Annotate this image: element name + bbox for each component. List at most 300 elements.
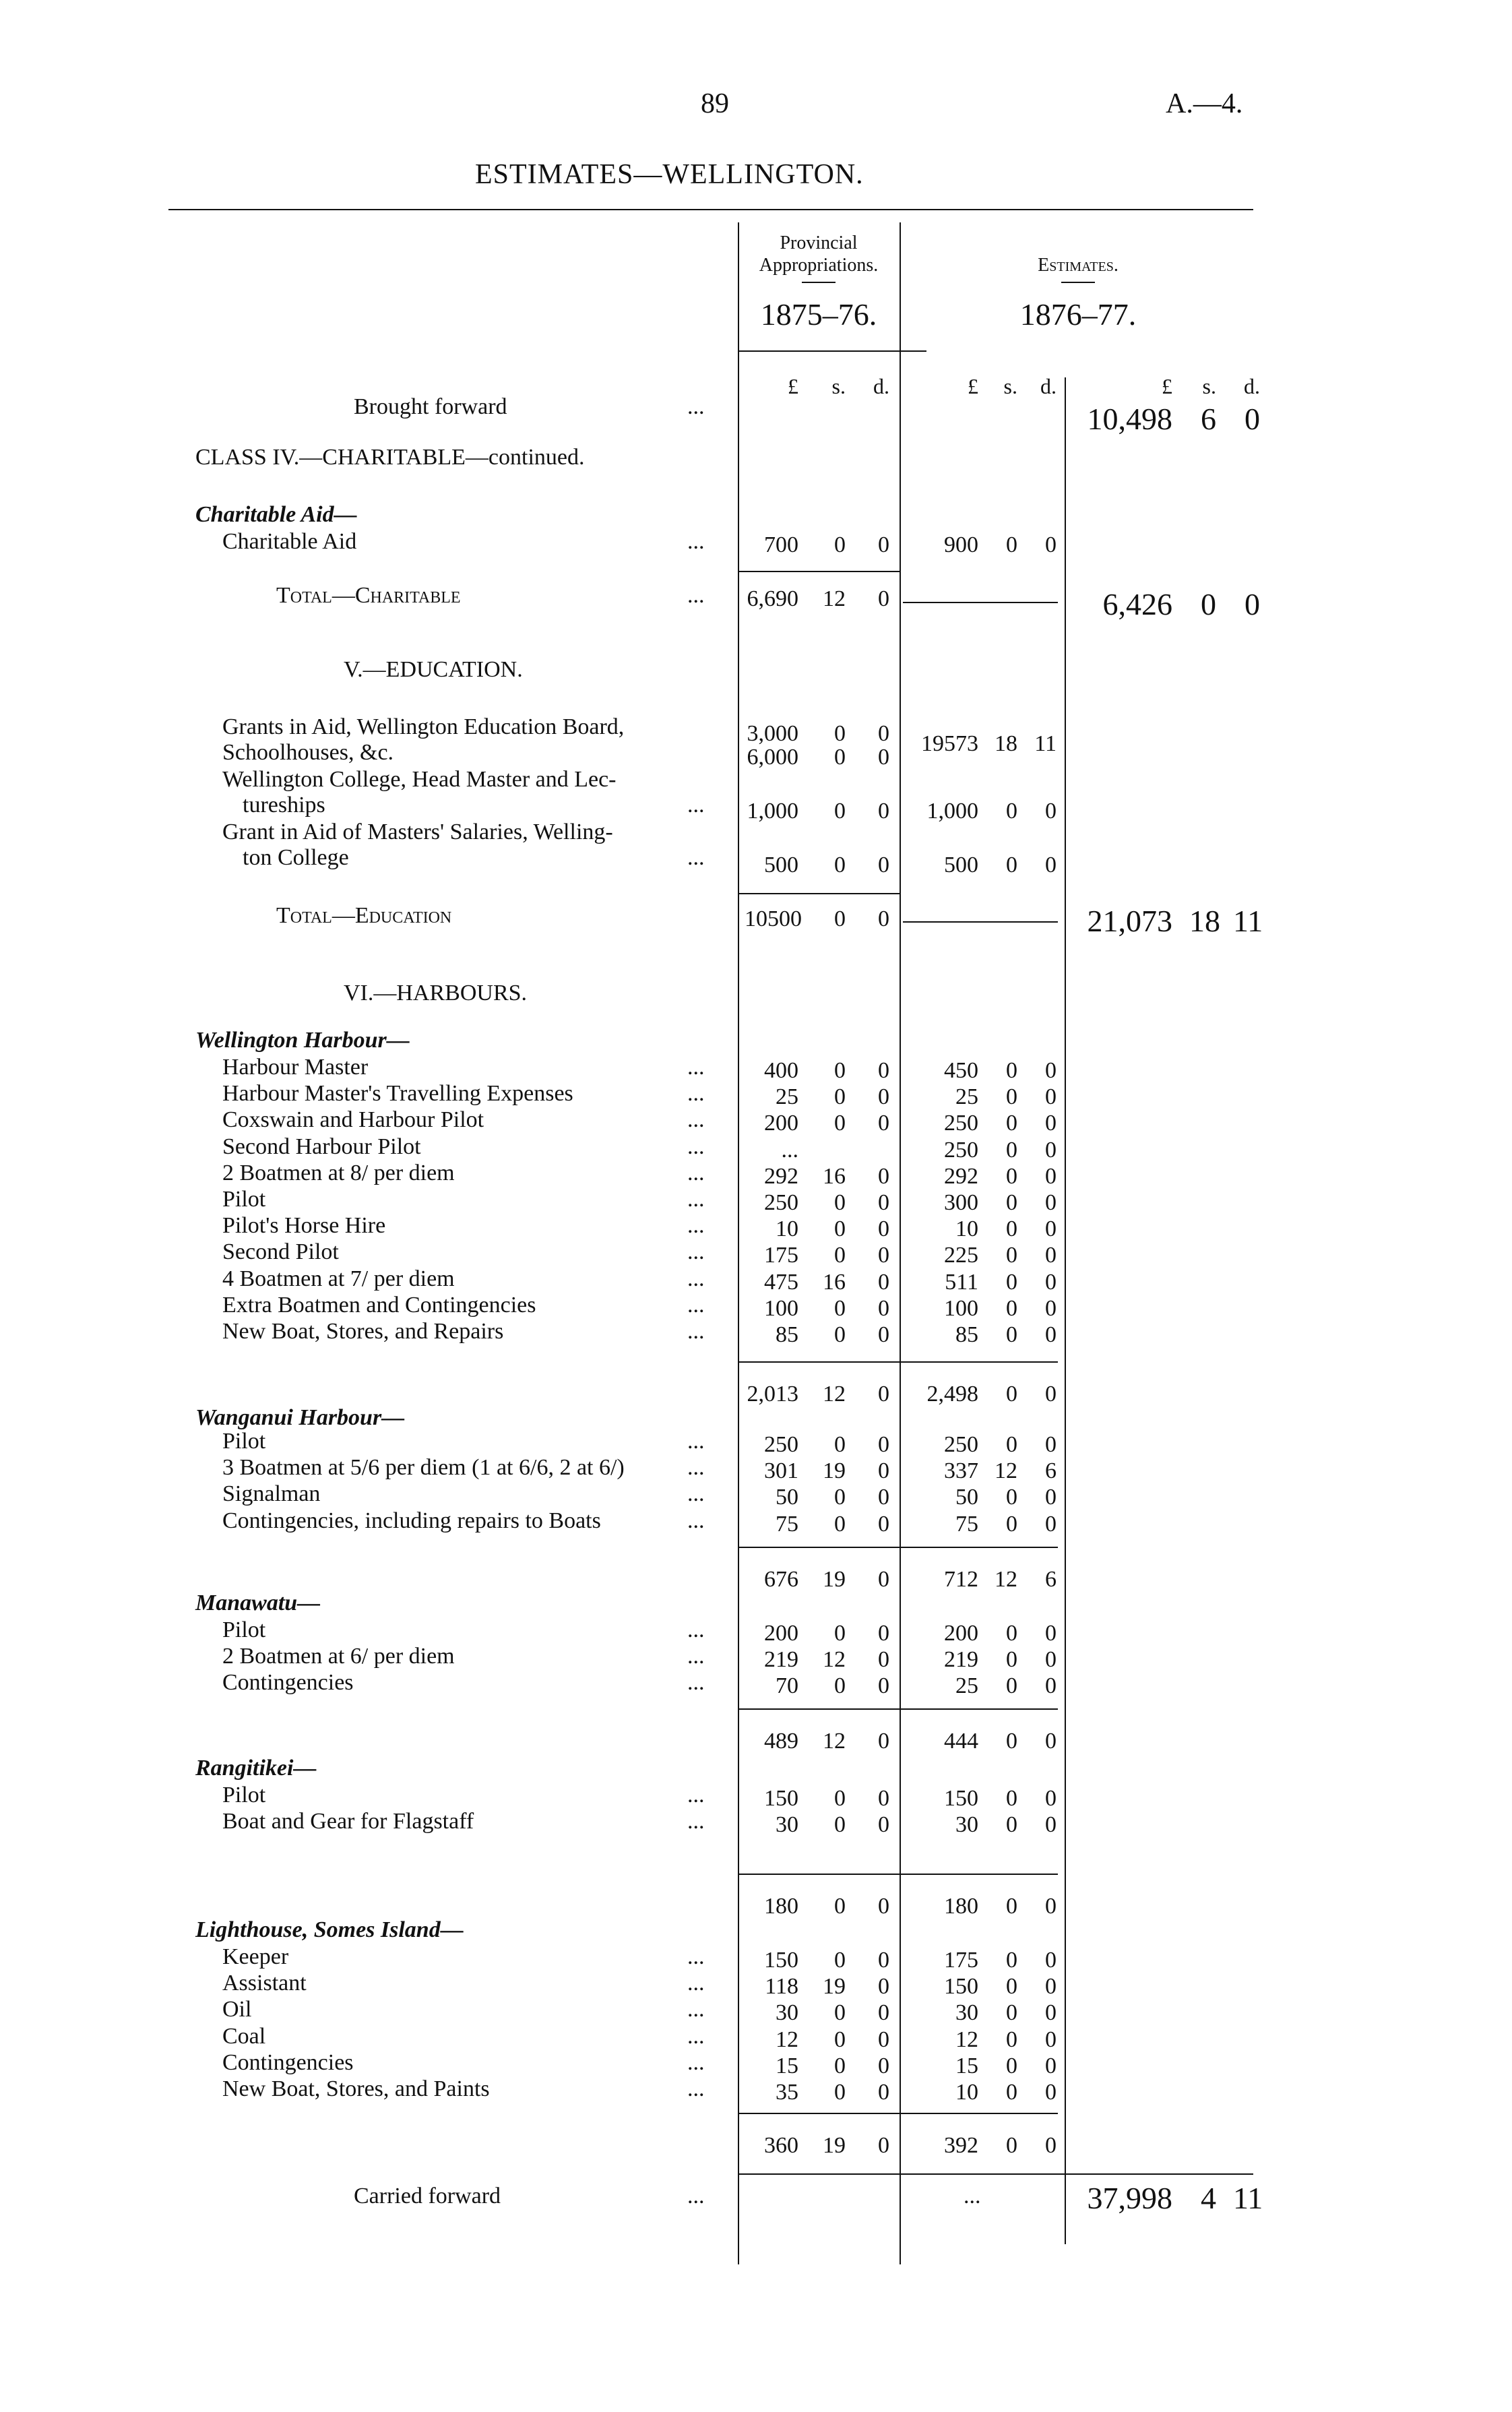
manawatu-item-2-dots: ... [687, 1670, 705, 1695]
wellington-item-2-est-shillings: 0 [1006, 1111, 1017, 1136]
wellington-item-6-est-pence: 0 [1045, 1216, 1057, 1241]
wanganui-subtotal-rule [738, 1547, 1058, 1548]
wellington-item-10-dots: ... [687, 1319, 705, 1344]
somes-item-3-label: Coal [222, 2024, 266, 2049]
header-bottom-rule [738, 350, 926, 352]
manawatu-item-0-est-pounds: 200 [944, 1621, 978, 1646]
rangitikei-subtotal-est-pounds: 180 [944, 1894, 978, 1919]
wellington-item-3-prov-pounds: ... [781, 1138, 798, 1163]
manawatu-item-2-label: Contingencies [222, 1670, 354, 1695]
grants-prov2-shillings: 0 [834, 745, 846, 770]
somes-item-1-prov-pence: 0 [878, 1974, 889, 1999]
wellington-item-2-prov-pence: 0 [878, 1111, 889, 1136]
somes-item-0-est-pounds: 175 [944, 1948, 978, 1973]
wanganui-subtotal-est-pounds: 712 [944, 1567, 978, 1592]
wanganui-item-2-dots: ... [687, 1481, 705, 1506]
manawatu-item-2-est-pence: 0 [1045, 1673, 1057, 1698]
wellington-item-4-est-pence: 0 [1045, 1164, 1057, 1189]
somes-subtotal-prov-pence: 0 [878, 2133, 889, 2158]
wellington-item-8-est-pounds: 511 [945, 1270, 978, 1295]
manawatu-subtotal-est-pence: 0 [1045, 1729, 1057, 1754]
wellington-item-10-est-pence: 0 [1045, 1322, 1057, 1347]
total-education-fin-pence: 11 [1233, 904, 1263, 938]
grants-est-shillings: 18 [995, 731, 1017, 756]
manawatu-subtotal-prov-shillings: 12 [823, 1729, 846, 1754]
college-est-shillings: 0 [1006, 799, 1017, 824]
wellington-item-3-est-pounds: 250 [944, 1138, 978, 1163]
wanganui-item-3-prov-pounds: 75 [776, 1512, 798, 1537]
rangitikei-item-0-prov-shillings: 0 [834, 1786, 846, 1811]
wanganui-item-2-est-pence: 0 [1045, 1485, 1057, 1510]
wellington-item-3-est-shillings: 0 [1006, 1138, 1017, 1163]
college-prov-pounds: 1,000 [747, 799, 798, 824]
brought-forward-pounds: 10,498 [1087, 402, 1172, 436]
wellington-item-6-prov-pence: 0 [878, 1216, 889, 1241]
education-heading: V.—EDUCATION. [344, 657, 523, 682]
prov-col-right-rule [900, 222, 901, 2264]
grants-prov1-shillings: 0 [834, 721, 846, 746]
wanganui-item-3-label: Contingencies, including repairs to Boats [222, 1508, 601, 1533]
somes-item-0-prov-pounds: 150 [764, 1948, 798, 1973]
somes-item-0-est-shillings: 0 [1006, 1948, 1017, 1973]
wellington-item-10-prov-pounds: 85 [776, 1322, 798, 1347]
wellington-subtotal-est-shillings: 0 [1006, 1382, 1017, 1406]
college-prov-pence: 0 [878, 799, 889, 824]
somes-item-2-prov-pounds: 30 [776, 2000, 798, 2025]
wellington-item-1-label: Harbour Master's Travelling Expenses [222, 1081, 573, 1106]
wellington-item-1-est-shillings: 0 [1006, 1084, 1017, 1109]
manawatu-item-1-est-pence: 0 [1045, 1647, 1057, 1672]
est-head: Estimates. [1038, 255, 1119, 276]
manawatu-subtotal-est-shillings: 0 [1006, 1729, 1017, 1754]
rangitikei-item-1-prov-shillings: 0 [834, 1812, 846, 1837]
wanganui-subhead: Wanganui Harbour— [195, 1405, 405, 1430]
somes-item-0-est-pence: 0 [1045, 1948, 1057, 1973]
wellington-subtotal-prov-pounds: 2,013 [747, 1382, 798, 1406]
somes-item-4-est-pence: 0 [1045, 2053, 1057, 2078]
wellington-item-1-est-pence: 0 [1045, 1084, 1057, 1109]
rangitikei-item-0-est-pounds: 150 [944, 1786, 978, 1811]
brought-forward-pence: 0 [1245, 402, 1260, 436]
charitable-aid-label: Charitable Aid [222, 529, 357, 554]
prov-col-left-rule [738, 222, 739, 2264]
wellington-item-3-label: Second Harbour Pilot [222, 1134, 421, 1159]
wellington-item-8-est-pence: 0 [1045, 1270, 1057, 1295]
est-cur-d: d. [1040, 374, 1057, 398]
document-ref: A.—4. [1166, 88, 1243, 119]
wanganui-item-1-label: 3 Boatmen at 5/6 per diem (1 at 6/6, 2 at 6/) [222, 1455, 625, 1480]
brought-forward-dots: ... [687, 394, 705, 419]
wellington-subhead: Wellington Harbour— [195, 1028, 410, 1053]
charitable-aid-dots: ... [687, 529, 705, 554]
fin-cur-pound: £ [1162, 374, 1172, 398]
wellington-item-9-label: Extra Boatmen and Contingencies [222, 1293, 536, 1318]
wellington-item-9-est-pence: 0 [1045, 1296, 1057, 1321]
wellington-item-5-prov-pence: 0 [878, 1190, 889, 1215]
rangitikei-item-0-est-pence: 0 [1045, 1786, 1057, 1811]
somes-subtotal-rule [738, 2113, 1058, 2114]
fin-cur-d: d. [1244, 374, 1260, 398]
grants-est-pounds: 19573 [921, 731, 978, 756]
wellington-item-5-label: Pilot [222, 1187, 266, 1212]
manawatu-item-2-est-pounds: 25 [955, 1673, 978, 1698]
wellington-item-10-prov-pence: 0 [878, 1322, 889, 1347]
fin-cur-s: s. [1202, 374, 1216, 398]
rangitikei-item-1-dots: ... [687, 1809, 705, 1834]
somes-item-3-est-pounds: 12 [955, 2027, 978, 2052]
grants-est-pence: 11 [1034, 731, 1057, 756]
manawatu-item-1-prov-shillings: 12 [823, 1647, 846, 1672]
wellington-item-2-est-pence: 0 [1045, 1111, 1057, 1136]
wanganui-item-1-prov-pounds: 301 [764, 1458, 798, 1483]
masters-est-shillings: 0 [1006, 853, 1017, 877]
wanganui-item-2-label: Signalman [222, 1481, 321, 1506]
education-prov-rule [738, 893, 900, 894]
wellington-item-5-prov-pounds: 250 [764, 1190, 798, 1215]
manawatu-item-0-prov-shillings: 0 [834, 1621, 846, 1646]
total-charitable-prov-shillings: 12 [823, 586, 846, 611]
wellington-subtotal-prov-shillings: 12 [823, 1382, 846, 1406]
manawatu-item-1-est-shillings: 0 [1006, 1647, 1017, 1672]
somes-item-2-dots: ... [687, 1997, 705, 2022]
somes-item-0-prov-pence: 0 [878, 1948, 889, 1973]
rangitikei-item-1-est-shillings: 0 [1006, 1812, 1017, 1837]
wellington-item-0-prov-pounds: 400 [764, 1058, 798, 1083]
wellington-item-7-prov-shillings: 0 [834, 1243, 846, 1268]
wanganui-item-1-prov-pence: 0 [878, 1458, 889, 1483]
grants-line1: Grants in Aid, Wellington Education Board, [222, 714, 625, 739]
wellington-item-7-prov-pounds: 175 [764, 1243, 798, 1268]
charitable-subhead: Charitable Aid— [195, 502, 357, 527]
wellington-item-3-est-pence: 0 [1045, 1138, 1057, 1163]
wellington-item-6-prov-shillings: 0 [834, 1216, 846, 1241]
total-education-prov-pounds: 10500 [745, 906, 802, 931]
wanganui-item-2-prov-pounds: 50 [776, 1485, 798, 1510]
wellington-item-4-est-pounds: 292 [944, 1164, 978, 1189]
manawatu-item-1-dots: ... [687, 1644, 705, 1669]
somes-item-1-prov-pounds: 118 [765, 1974, 798, 1999]
wanganui-item-3-est-pence: 0 [1045, 1512, 1057, 1537]
somes-item-3-est-shillings: 0 [1006, 2027, 1017, 2052]
wellington-item-5-prov-shillings: 0 [834, 1190, 846, 1215]
grants-line2: Schoolhouses, &c. [222, 740, 394, 765]
total-education-est-rule [903, 921, 1058, 923]
carried-forward-dots: ... [687, 2184, 705, 2208]
somes-item-1-label: Assistant [222, 1971, 307, 1996]
rangitikei-subtotal-prov-pounds: 180 [764, 1894, 798, 1919]
somes-item-5-est-pounds: 10 [955, 2080, 978, 2105]
grants-prov2-pence: 0 [878, 745, 889, 770]
wellington-item-7-label: Second Pilot [222, 1239, 339, 1264]
manawatu-item-1-est-pounds: 219 [944, 1647, 978, 1672]
somes-item-3-prov-pounds: 12 [776, 2027, 798, 2052]
wellington-item-9-est-pounds: 100 [944, 1296, 978, 1321]
wanganui-item-0-prov-pence: 0 [878, 1432, 889, 1457]
rangitikei-subtotal-est-shillings: 0 [1006, 1894, 1017, 1919]
wellington-item-6-est-shillings: 0 [1006, 1216, 1017, 1241]
wellington-item-4-est-shillings: 0 [1006, 1164, 1017, 1189]
masters-dots: ... [687, 845, 705, 870]
somes-item-4-label: Contingencies [222, 2050, 354, 2075]
wellington-subtotal-est-pence: 0 [1045, 1382, 1057, 1406]
wanganui-item-2-est-pounds: 50 [955, 1485, 978, 1510]
wanganui-subtotal-prov-shillings: 19 [823, 1567, 846, 1592]
wanganui-item-0-est-pence: 0 [1045, 1432, 1057, 1457]
total-charitable-prov-pence: 0 [878, 586, 889, 611]
carried-forward-rule [738, 2173, 1253, 2175]
somes-item-3-est-pence: 0 [1045, 2027, 1057, 2052]
manawatu-item-2-est-shillings: 0 [1006, 1673, 1017, 1698]
total-charitable-fin-pounds: 6,426 [1102, 587, 1172, 621]
charitable-aid-est-shillings: 0 [1006, 532, 1017, 557]
charitable-aid-prov-shillings: 0 [834, 532, 846, 557]
total-charitable-label: Total—Charitable [276, 583, 461, 608]
wellington-item-0-prov-shillings: 0 [834, 1058, 846, 1083]
wellington-subtotal-rule [738, 1361, 1058, 1363]
wellington-item-4-label: 2 Boatmen at 8/ per diem [222, 1161, 455, 1185]
prov-cur-s: s. [831, 374, 846, 398]
wellington-item-0-est-shillings: 0 [1006, 1058, 1017, 1083]
charitable-aid-est-pence: 0 [1045, 532, 1057, 557]
wellington-item-4-prov-shillings: 16 [823, 1164, 846, 1189]
somes-item-2-label: Oil [222, 1997, 252, 2022]
wellington-item-2-label: Coxswain and Harbour Pilot [222, 1107, 484, 1132]
est-cur-pound: £ [968, 374, 978, 398]
grants-prov2-pounds: 6,000 [747, 745, 798, 770]
manawatu-subhead: Manawatu— [195, 1590, 321, 1615]
wellington-item-2-prov-shillings: 0 [834, 1111, 846, 1136]
wanganui-item-0-prov-pounds: 250 [764, 1432, 798, 1457]
wellington-item-1-prov-pounds: 25 [776, 1084, 798, 1109]
masters-prov-shillings: 0 [834, 853, 846, 877]
total-charitable-est-rule [903, 602, 1058, 603]
wellington-item-7-est-pounds: 225 [944, 1243, 978, 1268]
wellington-item-7-est-pence: 0 [1045, 1243, 1057, 1268]
wellington-item-5-est-pence: 0 [1045, 1190, 1057, 1215]
wellington-item-9-prov-pence: 0 [878, 1296, 889, 1321]
manawatu-item-0-est-pence: 0 [1045, 1621, 1057, 1646]
masters-est-pence: 0 [1045, 853, 1057, 877]
carried-forward-pounds: 37,998 [1087, 2181, 1172, 2215]
rangitikei-item-0-est-shillings: 0 [1006, 1786, 1017, 1811]
manawatu-item-2-prov-shillings: 0 [834, 1673, 846, 1698]
rangitikei-subtotal-prov-pence: 0 [878, 1894, 889, 1919]
wellington-item-9-est-shillings: 0 [1006, 1296, 1017, 1321]
class-heading: CLASS IV.—CHARITABLE—continued. [195, 445, 585, 470]
wanganui-item-2-prov-pence: 0 [878, 1485, 889, 1510]
masters-line2: ton College [243, 845, 349, 870]
rangitikei-subhead: Rangitikei— [195, 1756, 317, 1781]
somes-item-3-prov-pence: 0 [878, 2027, 889, 2052]
somes-item-4-prov-shillings: 0 [834, 2053, 846, 2078]
wanganui-item-3-prov-shillings: 0 [834, 1512, 846, 1537]
somes-item-3-prov-shillings: 0 [834, 2027, 846, 2052]
wellington-item-4-prov-pounds: 292 [764, 1164, 798, 1189]
wellington-item-5-est-pounds: 300 [944, 1190, 978, 1215]
prov-head-line1: Provincial [780, 233, 858, 253]
charitable-aid-prov-pounds: 700 [764, 532, 798, 557]
somes-item-0-label: Keeper [222, 1944, 289, 1969]
total-education-fin-shillings: 18 [1189, 904, 1220, 938]
est-cur-s: s. [1003, 374, 1017, 398]
title-rule [168, 209, 1253, 210]
wellington-item-1-prov-pence: 0 [878, 1084, 889, 1109]
wanganui-item-0-prov-shillings: 0 [834, 1432, 846, 1457]
somes-item-4-prov-pounds: 15 [776, 2053, 798, 2078]
somes-item-0-prov-shillings: 0 [834, 1948, 846, 1973]
somes-item-1-dots: ... [687, 1971, 705, 1996]
brought-forward-shillings: 6 [1201, 402, 1216, 436]
rangitikei-subtotal-prov-shillings: 0 [834, 1894, 846, 1919]
prov-cur-d: d. [873, 374, 889, 398]
wanganui-item-3-est-pounds: 75 [955, 1512, 978, 1537]
somes-item-5-label: New Boat, Stores, and Paints [222, 2076, 490, 2101]
prov-year: 1875–76. [760, 297, 877, 332]
manawatu-item-0-prov-pounds: 200 [764, 1621, 798, 1646]
total-charitable-fin-pence: 0 [1245, 587, 1260, 621]
carried-forward-label: Carried forward [354, 2184, 501, 2208]
wanganui-item-0-dots: ... [687, 1429, 705, 1454]
somes-item-2-prov-shillings: 0 [834, 2000, 846, 2025]
grants-prov1-pence: 0 [878, 721, 889, 746]
wellington-item-8-dots: ... [687, 1266, 705, 1291]
wanganui-item-1-prov-shillings: 19 [823, 1458, 846, 1483]
wellington-item-0-dots: ... [687, 1055, 705, 1080]
rangitikei-item-0-prov-pence: 0 [878, 1786, 889, 1811]
total-charitable-prov-pounds: 6,690 [747, 586, 798, 611]
college-line2: tureships [243, 793, 325, 817]
somes-item-2-est-shillings: 0 [1006, 2000, 1017, 2025]
manawatu-item-1-label: 2 Boatmen at 6/ per diem [222, 1644, 455, 1669]
rangitikei-subtotal-rule [738, 1874, 1058, 1875]
college-line1: Wellington College, Head Master and Lec- [222, 767, 617, 792]
wanganui-item-0-est-pounds: 250 [944, 1432, 978, 1457]
manawatu-item-1-prov-pounds: 219 [764, 1647, 798, 1672]
wanganui-subtotal-prov-pounds: 676 [764, 1567, 798, 1592]
wanganui-item-1-est-pounds: 337 [944, 1458, 978, 1483]
wellington-item-1-prov-shillings: 0 [834, 1084, 846, 1109]
somes-item-3-dots: ... [687, 2024, 705, 2049]
wellington-item-2-est-pounds: 250 [944, 1111, 978, 1136]
rangitikei-item-0-dots: ... [687, 1783, 705, 1807]
carried-forward-pence: 11 [1233, 2181, 1263, 2215]
somes-subhead: Lighthouse, Somes Island— [195, 1917, 464, 1942]
somes-item-2-est-pence: 0 [1045, 2000, 1057, 2025]
wellington-item-9-dots: ... [687, 1293, 705, 1318]
college-est-pence: 0 [1045, 799, 1057, 824]
wellington-subtotal-est-pounds: 2,498 [926, 1382, 978, 1406]
wanganui-subtotal-est-pence: 6 [1045, 1567, 1057, 1592]
harbours-heading: VI.—HARBOURS. [344, 981, 528, 1006]
wanganui-item-1-dots: ... [687, 1455, 705, 1480]
manawatu-item-2-prov-pounds: 70 [776, 1673, 798, 1698]
brought-forward-label: Brought forward [354, 394, 507, 419]
rangitikei-subtotal-est-pence: 0 [1045, 1894, 1057, 1919]
wellington-item-10-prov-shillings: 0 [834, 1322, 846, 1347]
wellington-subtotal-prov-pence: 0 [878, 1382, 889, 1406]
wellington-item-9-prov-pounds: 100 [764, 1296, 798, 1321]
masters-est-pounds: 500 [944, 853, 978, 877]
manawatu-item-0-label: Pilot [222, 1617, 266, 1642]
wellington-item-10-label: New Boat, Stores, and Repairs [222, 1319, 504, 1344]
charitable-prov-rule [738, 571, 900, 572]
charitable-aid-est-pounds: 900 [944, 532, 978, 557]
wellington-item-5-dots: ... [687, 1187, 705, 1212]
prov-cur-pound: £ [788, 374, 798, 398]
final-col-left-rule [1065, 377, 1066, 2244]
wanganui-item-1-est-pence: 6 [1045, 1458, 1057, 1483]
wanganui-item-3-est-shillings: 0 [1006, 1512, 1017, 1537]
somes-item-1-prov-shillings: 19 [823, 1974, 846, 1999]
wellington-item-1-dots: ... [687, 1081, 705, 1106]
somes-item-5-est-shillings: 0 [1006, 2080, 1017, 2105]
rangitikei-item-1-est-pounds: 30 [955, 1812, 978, 1837]
somes-item-4-dots: ... [687, 2050, 705, 2075]
manawatu-item-0-dots: ... [687, 1617, 705, 1642]
prov-head-line2: Appropriations. [759, 255, 879, 276]
total-education-prov-shillings: 0 [834, 906, 846, 931]
somes-item-5-dots: ... [687, 2076, 705, 2101]
wellington-item-8-prov-pounds: 475 [764, 1270, 798, 1295]
wellington-item-9-prov-shillings: 0 [834, 1296, 846, 1321]
wellington-item-8-prov-pence: 0 [878, 1270, 889, 1295]
page-number: 89 [701, 88, 729, 119]
wellington-item-6-prov-pounds: 10 [776, 1216, 798, 1241]
wellington-item-3-dots: ... [687, 1134, 705, 1159]
somes-item-4-prov-pence: 0 [878, 2053, 889, 2078]
wellington-item-10-est-shillings: 0 [1006, 1322, 1017, 1347]
somes-item-5-prov-pence: 0 [878, 2080, 889, 2105]
wanganui-subtotal-prov-pence: 0 [878, 1567, 889, 1592]
wanganui-item-3-prov-pence: 0 [878, 1512, 889, 1537]
est-year: 1876–77. [1019, 297, 1137, 332]
total-charitable-dots: ... [687, 583, 705, 608]
rangitikei-item-0-label: Pilot [222, 1783, 266, 1807]
somes-item-1-est-pence: 0 [1045, 1974, 1057, 1999]
wellington-item-5-est-shillings: 0 [1006, 1190, 1017, 1215]
somes-item-1-est-shillings: 0 [1006, 1974, 1017, 1999]
masters-prov-pence: 0 [878, 853, 889, 877]
somes-subtotal-prov-pounds: 360 [764, 2133, 798, 2158]
prov-head-rule [802, 282, 836, 283]
page-title: ESTIMATES—WELLINGTON. [475, 159, 864, 190]
wellington-item-8-label: 4 Boatmen at 7/ per diem [222, 1266, 455, 1291]
manawatu-subtotal-est-pounds: 444 [944, 1729, 978, 1754]
wanganui-item-0-est-shillings: 0 [1006, 1432, 1017, 1457]
manawatu-item-0-prov-pence: 0 [878, 1621, 889, 1646]
somes-subtotal-est-pounds: 392 [944, 2133, 978, 2158]
wellington-item-10-est-pounds: 85 [955, 1322, 978, 1347]
carried-forward-shillings: 4 [1201, 2181, 1216, 2215]
manawatu-item-2-prov-pence: 0 [878, 1673, 889, 1698]
somes-item-5-est-pence: 0 [1045, 2080, 1057, 2105]
total-education-label: Total—Education [276, 903, 452, 928]
charitable-aid-prov-pence: 0 [878, 532, 889, 557]
wellington-item-2-prov-pounds: 200 [764, 1111, 798, 1136]
wellington-item-8-prov-shillings: 16 [823, 1270, 846, 1295]
wellington-item-6-dots: ... [687, 1213, 705, 1238]
manawatu-subtotal-prov-pence: 0 [878, 1729, 889, 1754]
somes-item-2-est-pounds: 30 [955, 2000, 978, 2025]
wellington-item-0-prov-pence: 0 [878, 1058, 889, 1083]
total-education-prov-pence: 0 [878, 906, 889, 931]
manawatu-item-0-est-shillings: 0 [1006, 1621, 1017, 1646]
wellington-item-7-prov-pence: 0 [878, 1243, 889, 1268]
total-charitable-fin-shillings: 0 [1201, 587, 1216, 621]
wellington-item-2-dots: ... [687, 1107, 705, 1132]
rangitikei-item-1-prov-pounds: 30 [776, 1812, 798, 1837]
wellington-item-0-est-pence: 0 [1045, 1058, 1057, 1083]
